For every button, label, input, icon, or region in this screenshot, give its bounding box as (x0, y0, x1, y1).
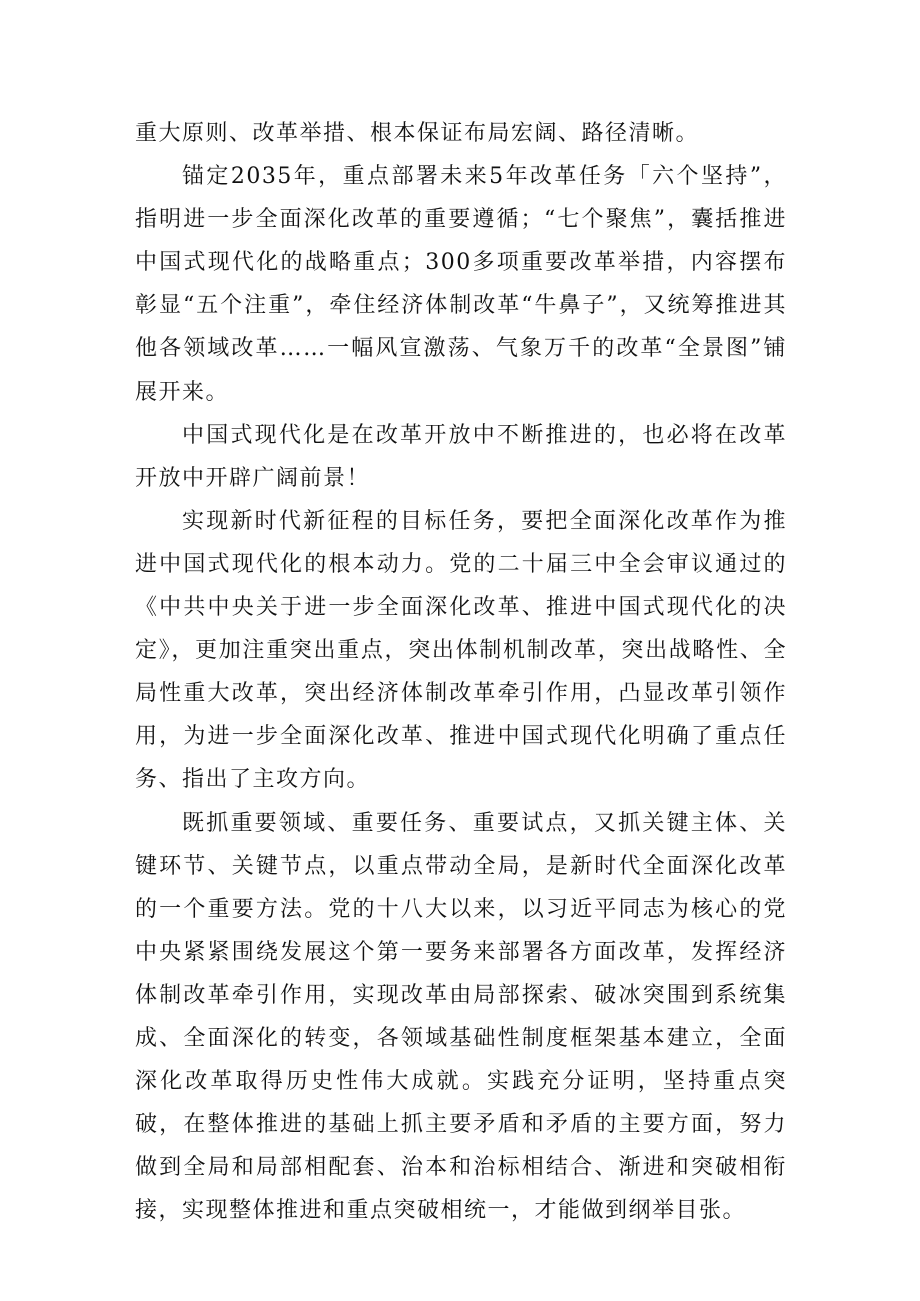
paragraph-continuation: 重大原则、改革举措、根本保证布局宏阔、路径清晰。 (135, 121, 700, 146)
paragraph-reform-panorama: 锚定2035年，重点部署未来5年改革任务「六个坚持”，指明进一步全面深化改革的重要遵循；“七个聚焦”，囊括推进中国式现代化的战略重点；300多项重要改革举措，内容摆布彰显“五个注重”，牵住经济体制改革“牛鼻子”，又统筹推进其他各领域改革……一幅风宣激荡、气象万千的改革“全景图”铺展开来。 (135, 164, 787, 405)
article-body (135, 112, 787, 1232)
paragraph-modernization-prospect: 中国式现代化是在改革开放中不断推进的，也必将在改革开放中开辟广阔前景！ (135, 422, 787, 491)
paragraph-key-breakthrough-method: 既抓重要领域、重要任务、重要试点，又抓关键主体、关键环节、关键节点，以重点带动全局，是新时代全面深化改革的一个重要方法。党的十八大以来，以习近平同志为核心的党中央紧紧围绕发展这个第一要务来部署各方面改革，发挥经济体制改革牵引作用，实现改革由局部探索、破冰突围到系统集成、全面深化的转变，各领域基础性制度框架基本建立，全面深化改革取得历史性伟大成就。实践充分证明，坚持重点突破，在整体推进的基础上抓主要矛盾和矛盾的主要方面，努力做到全局和局部相配套、治本和治标相结合、渐进和突破相衔接，实现整体推进和重点突破相统一，才能做到纲举目张。 (135, 810, 787, 1224)
paragraph-fundamental-driving-force: 实现新时代新征程的目标任务，要把全面深化改革作为推进中国式现代化的根本动力。党的二十届三中全会审议通过的《中共中央关于进一步全面深化改革、推进中国式现代化的决定》，更加注重突出重点，突出体制机制改革，突出战略性、全局性重大改革，突出经济体制改革牵引作用，凸显改革引领作用，为进一步全面深化改革、推进中国式现代化明确了重点任务、指出了主攻方向。 (135, 508, 787, 793)
